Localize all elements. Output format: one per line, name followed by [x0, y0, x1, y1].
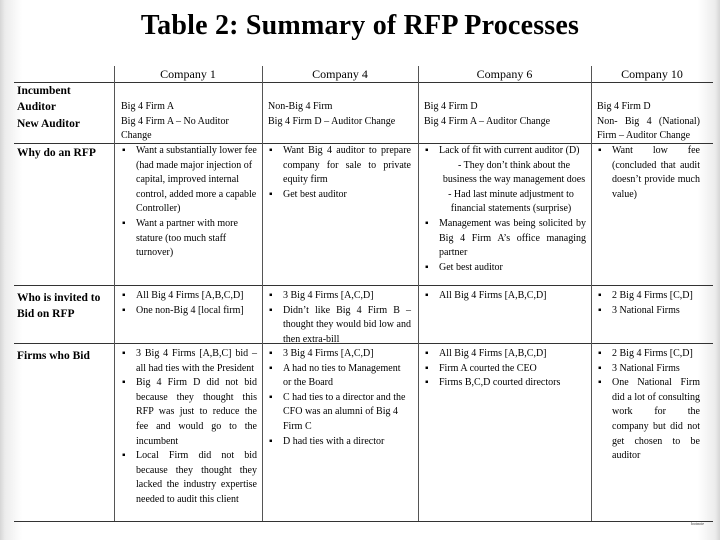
- column-divider: [418, 66, 419, 521]
- list-item: ▪ One non-Big 4 [local firm]: [121, 304, 257, 319]
- list-item: ▪ 3 National Firms: [597, 362, 700, 377]
- row-label-incumbent-auditor: Incumbent Auditor: [17, 85, 71, 113]
- list-item: ▪ Want Big 4 auditor to prepare company for sale to private equity firm: [268, 144, 411, 188]
- incumbent-auditor-value: Big 4 Firm D: [597, 101, 651, 112]
- auditor-cell-company-1: [121, 100, 257, 144]
- auditor-cell-company-10: [597, 100, 700, 144]
- row-label-who-invited: Who is invited to Bid on RFP: [17, 292, 101, 320]
- list-item: ▪ 2 Big 4 Firms [C,D]: [597, 347, 700, 362]
- firms-cell-company-10: [597, 347, 700, 464]
- list-item: ▪ 2 Big 4 Firms [C,D]: [597, 289, 700, 304]
- new-auditor-value: Big 4 Firm A – No Auditor Change: [121, 115, 229, 142]
- new-auditor-value: Non- Big 4 (National) Firm – Auditor Change: [597, 115, 700, 142]
- auditor-cell-company-4: [268, 100, 411, 129]
- list-item: ▪ 3 Big 4 Firms [A,B,C] bid – all had ties with the President: [121, 347, 257, 376]
- row-divider: [14, 285, 713, 286]
- invited-cell-company-10: [597, 289, 700, 318]
- column-header-company-4: Company 4: [312, 67, 368, 81]
- page-title: Table 2: Summary of RFP Processes: [140, 10, 580, 41]
- list-item: ▪ A had no ties to Management or the Board: [268, 362, 411, 391]
- why-cell-company-6: [424, 144, 586, 275]
- list-item: ▪ 3 Big 4 Firms [A,C,D]: [268, 347, 411, 362]
- list-item: ▪ Want a substantially lower fee (had made major injection of capital, improved internal control, added more a capable Controller): [121, 144, 257, 217]
- list-item: ▪ All Big 4 Firms [A,B,C,D]: [424, 347, 586, 362]
- list-item: ▪ Get best auditor: [424, 261, 586, 276]
- list-item: ▪ C had ties to a director and the CFO was an alumni of Big 4 Firm C: [268, 391, 411, 435]
- list-subitem: - They don’t think about the business the way management does: [442, 159, 586, 186]
- firms-cell-company-4: [268, 347, 411, 449]
- incumbent-auditor-value: Non-Big 4 Firm: [268, 101, 333, 112]
- firms-cell-company-1: [121, 347, 257, 508]
- column-divider: [591, 66, 592, 521]
- list-item: ▪ All Big 4 Firms [A,B,C,D]: [121, 289, 257, 304]
- list-item: ▪ 3 Big 4 Firms [A,C,D]: [268, 289, 411, 304]
- incumbent-auditor-value: Big 4 Firm D: [424, 101, 478, 112]
- list-item: ▪ Didn’t like Big 4 Firm B – thought they would bid low and then extra-bill: [268, 304, 411, 348]
- list-item: ▪ One National Firm did a lot of consulting work for the company but did not get chosen to be auditor: [597, 376, 700, 464]
- list-item: ▪ D had ties with a director: [268, 435, 411, 450]
- row-label-firms-who-bid: Firms who Bid: [17, 350, 90, 362]
- footnote: footnote: [690, 521, 704, 526]
- column-header-company-10: Company 10: [621, 67, 683, 81]
- header-rule: [14, 82, 713, 83]
- list-item: ▪ Management was being solicited by Big 4 Firm A’s office managing partner: [424, 217, 586, 261]
- row-label-new-auditor: New Auditor: [17, 118, 80, 130]
- list-item: ▪ Big 4 Firm D did not bid because they thought this RFP was just to reduce the fee and would go to the incumbent: [121, 376, 257, 449]
- column-header-company-6: Company 6: [476, 67, 533, 81]
- why-cell-company-1: [121, 144, 257, 261]
- list-item: ▪ 3 National Firms: [597, 304, 700, 319]
- invited-cell-company-6: [424, 289, 586, 304]
- list-item: ▪ Lack of fit with current auditor (D): [424, 144, 586, 159]
- list-item: ▪ Firm A courted the CEO: [424, 362, 586, 377]
- invited-cell-company-4: [268, 289, 411, 347]
- auditor-cell-company-6: [424, 100, 586, 129]
- why-cell-company-10: [597, 144, 700, 202]
- incumbent-auditor-value: Big 4 Firm A: [121, 101, 175, 112]
- row-label-why-rfp: Why do an RFP: [17, 147, 96, 159]
- column-divider: [262, 66, 263, 521]
- list-item: ▪ Want low fee (concluded that audit doesn’t provide much value): [597, 144, 700, 202]
- new-auditor-value: Big 4 Firm D – Auditor Change: [268, 115, 396, 127]
- firms-cell-company-6: [424, 347, 586, 391]
- column-header-company-1: Company 1: [160, 67, 216, 81]
- list-item: ▪ Local Firm did not bid because they thought they lacked the industry expertise needed to audit this client: [121, 449, 257, 507]
- invited-cell-company-1: [121, 289, 257, 318]
- list-item: ▪ Want a partner with more stature (too much staff turnover): [121, 217, 257, 261]
- list-item: ▪ Firms B,C,D courted directors: [424, 376, 586, 391]
- new-auditor-value: Big 4 Firm A – Auditor Change: [424, 115, 551, 127]
- column-divider: [114, 66, 115, 521]
- list-subitem: - Had last minute adjustment to financial statements (surprise): [448, 188, 574, 215]
- list-item: ▪ All Big 4 Firms [A,B,C,D]: [424, 289, 586, 304]
- why-cell-company-4: [268, 144, 411, 202]
- bottom-rule: [14, 521, 713, 522]
- list-item: ▪ Get best auditor: [268, 188, 411, 203]
